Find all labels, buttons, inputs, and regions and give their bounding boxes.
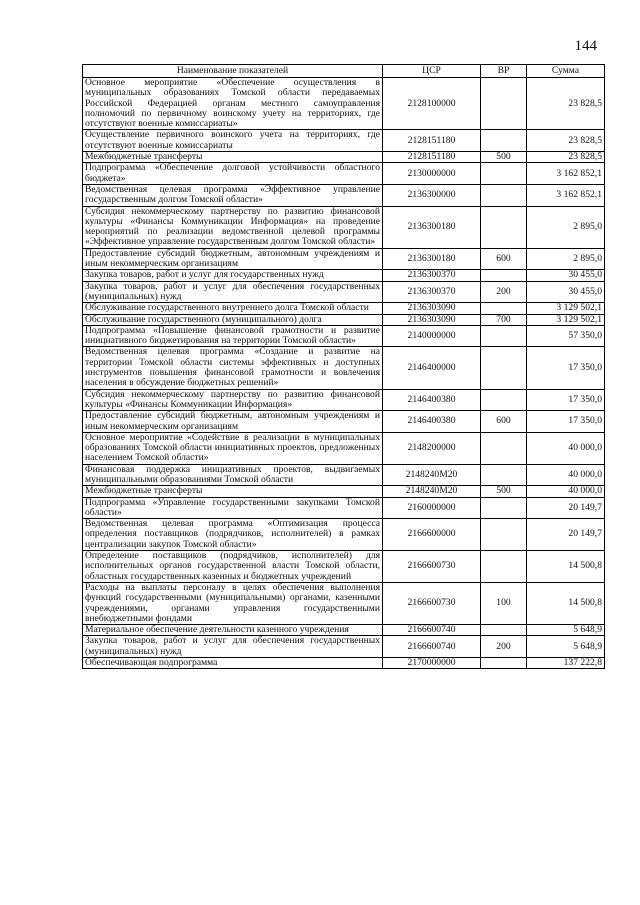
cell-name: Закупка товаров, работ и услуг для государственных нужд [83,270,383,281]
table-row [83,206,605,248]
table-row [83,130,605,152]
table-row [83,270,605,281]
cell-vr [481,519,527,551]
cell-csr: 2166600740 [383,625,481,636]
cell-csr: 2146400380 [383,411,481,433]
table-row [83,625,605,636]
cell-vr [481,389,527,411]
table-row [83,432,605,464]
cell-name: Обеспечивающая подпрограмма [83,658,383,669]
cell-csr: 2136300180 [383,248,481,270]
cell-vr [481,432,527,464]
cell-sum: 23 828,5 [527,130,605,152]
cell-sum: 23 828,5 [527,152,605,163]
cell-vr: 100 [481,582,527,624]
cell-vr: 500 [481,486,527,497]
cell-csr: 2136300180 [383,206,481,248]
cell-vr [481,78,527,130]
cell-name: Финансовая поддержка инициативных проектов, выдвигаемых муниципальными образованиями Томской области [83,464,383,486]
cell-vr: 600 [481,411,527,433]
cell-vr [481,347,527,389]
cell-name: Основное мероприятие «Обеспечение осуществления в муниципальных образованиях Томской области передаваемых Российской Федерацией органам местного самоуправления полномочий по первичному воинскому учету на территориях, где отсутствуют военные комиссариаты» [83,78,383,130]
table-row [83,411,605,433]
table-row [83,551,605,583]
cell-sum: 30 455,0 [527,281,605,303]
cell-sum: 23 828,5 [527,78,605,130]
table-row [83,281,605,303]
cell-sum: 14 500,8 [527,582,605,624]
cell-vr [481,163,527,185]
cell-csr: 2166600730 [383,551,481,583]
cell-name: Ведомственная целевая программа «Создание и развитие на территории Томской области системы эффективных и доступных инструментов повышения финансовой грамотности и вовлечения населения в обсуждение бюджетных решений» [83,347,383,389]
table-row [83,486,605,497]
cell-csr: 2148200000 [383,432,481,464]
cell-vr [481,270,527,281]
cell-csr: 2166600730 [383,582,481,624]
cell-name: Подпрограмма «Управление государственными закупками Томской области» [83,497,383,519]
cell-sum: 20 149,7 [527,497,605,519]
cell-csr: 2146400380 [383,389,481,411]
cell-csr: 2148240M20 [383,486,481,497]
cell-csr: 2128100000 [383,78,481,130]
cell-csr: 2166600000 [383,519,481,551]
cell-vr [481,303,527,314]
table-row [83,636,605,658]
table-row [83,582,605,624]
cell-csr: 2136300370 [383,270,481,281]
budget-table [82,64,605,669]
cell-csr: 2148240M20 [383,464,481,486]
cell-name: Субсидия некоммерческому партнерству по развитию финансовой культуры «Финансы Коммуникации Информация» на проведение мероприятий по реализации ведомственной целевой программы «Эффективное управление государственным долгом Томской области» [83,206,383,248]
header-sum: Сумма [527,65,605,78]
cell-vr [481,325,527,347]
cell-name: Межбюджетные трансферты [83,486,383,497]
cell-csr: 2136300370 [383,281,481,303]
cell-sum: 40 000,0 [527,432,605,464]
cell-csr: 2128151180 [383,130,481,152]
table-row [83,464,605,486]
cell-sum: 3 129 502,1 [527,314,605,325]
cell-csr: 2160000000 [383,497,481,519]
cell-name: Ведомственная целевая программа «Оптимизация процесса определения поставщиков (подрядчиков, исполнителей) в рамках централизации закупок Томской области» [83,519,383,551]
cell-vr [481,184,527,206]
cell-sum: 3 162 852,1 [527,184,605,206]
cell-name: Определение поставщиков (подрядчиков, исполнителей) для исполнительных органов государственной власти Томской области, областных государственных казенных и бюджетных учреждений [83,551,383,583]
cell-csr: 2170000000 [383,658,481,669]
cell-sum: 30 455,0 [527,270,605,281]
table-row [83,152,605,163]
cell-vr [481,464,527,486]
cell-vr: 200 [481,281,527,303]
cell-name: Основное мероприятие «Содействие в реализации в муниципальных образованиях Томской области инициативных проектов, предложенных населением Томской области» [83,432,383,464]
cell-vr: 700 [481,314,527,325]
cell-name: Предоставление субсидий бюджетным, автономным учреждениям и иным некоммерческим организациям [83,411,383,433]
cell-sum: 20 149,7 [527,519,605,551]
cell-sum: 17 350,0 [527,347,605,389]
cell-sum: 137 222,8 [527,658,605,669]
header-csr: ЦСР [383,65,481,78]
cell-sum: 14 500,8 [527,551,605,583]
cell-sum: 40 000,0 [527,486,605,497]
cell-sum: 40 000,0 [527,464,605,486]
cell-sum: 5 648,9 [527,625,605,636]
table-row [83,78,605,130]
cell-name: Межбюджетные трансферты [83,152,383,163]
cell-sum: 2 895,0 [527,248,605,270]
cell-name: Ведомственная целевая программа «Эффективное управление государственным долгом Томской области» [83,184,383,206]
cell-name: Обслуживание государственного (муниципального) долга [83,314,383,325]
cell-vr [481,206,527,248]
cell-name: Субсидия некоммерческому партнерству по развитию финансовой культуры «Финансы Коммуникации Информация» [83,389,383,411]
table-row [83,248,605,270]
cell-csr: 2166600740 [383,636,481,658]
cell-sum: 2 895,0 [527,206,605,248]
cell-sum: 57 350,0 [527,325,605,347]
cell-name: Закупка товаров, работ и услуг для обеспечения государственных (муниципальных) нужд [83,636,383,658]
cell-name: Предоставление субсидий бюджетным, автономным учреждениям и иным некоммерческим организациям [83,248,383,270]
table-row [83,497,605,519]
cell-vr [481,625,527,636]
table-row [83,184,605,206]
cell-csr: 2128151180 [383,152,481,163]
cell-name: Подпрограмма «Повышение финансовой грамотности и развитие инициативного бюджетирования на территории Томской области» [83,325,383,347]
cell-vr [481,130,527,152]
cell-csr: 2136300000 [383,184,481,206]
page-number: 144 [574,38,597,54]
table-row [83,658,605,669]
cell-name: Подпрограмма «Обеспечение долговой устойчивости областного бюджета» [83,163,383,185]
cell-sum: 3 162 852,1 [527,163,605,185]
header-row [83,65,605,78]
table-row [83,314,605,325]
cell-sum: 17 350,0 [527,389,605,411]
cell-csr: 2146400000 [383,347,481,389]
cell-name: Расходы на выплаты персоналу в целях обеспечения выполнения функций государственными (муниципальными) органами, казенными учреждениями, органами управления государственными внебюджетными фондами [83,582,383,624]
cell-vr: 500 [481,152,527,163]
cell-csr: 2140000000 [383,325,481,347]
cell-csr: 2136303090 [383,314,481,325]
header-vr: ВР [481,65,527,78]
cell-sum: 5 648,9 [527,636,605,658]
table-row [83,389,605,411]
cell-name: Закупка товаров, работ и услуг для обеспечения государственных (муниципальных) нужд [83,281,383,303]
table-row [83,347,605,389]
table-row [83,325,605,347]
cell-name: Обслуживание государственного внутреннего долга Томской области [83,303,383,314]
table-row [83,519,605,551]
cell-sum: 17 350,0 [527,411,605,433]
header-name: Наименование показателей [83,65,383,78]
cell-vr: 600 [481,248,527,270]
cell-vr: 200 [481,636,527,658]
cell-name: Осуществление первичного воинского учета на территориях, где отсутствуют военные комиссариаты [83,130,383,152]
cell-name: Материальное обеспечение деятельности казенного учреждения [83,625,383,636]
cell-csr: 2130000000 [383,163,481,185]
cell-sum: 3 129 502,1 [527,303,605,314]
cell-vr [481,658,527,669]
cell-vr [481,497,527,519]
cell-csr: 2136303090 [383,303,481,314]
table-row [83,163,605,185]
cell-vr [481,551,527,583]
table-row [83,303,605,314]
